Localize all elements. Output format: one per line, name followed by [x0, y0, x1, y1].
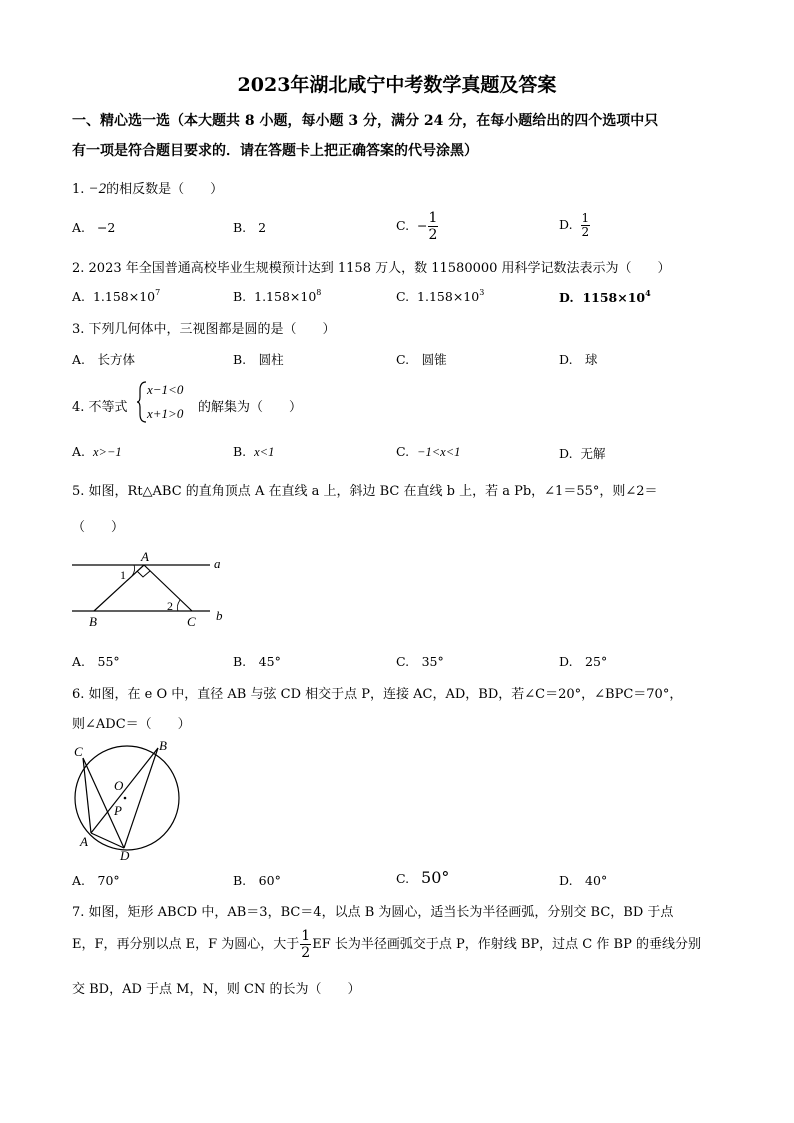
label-B: B [159, 738, 167, 753]
q1-option-c: C. − $\frac{1}{2}$ [396, 210, 438, 243]
label-D: D [120, 848, 130, 863]
q6-option-b: B. 60° [233, 873, 281, 888]
q5-option-c: C. 35° [396, 654, 444, 669]
q4-inequality-1: x−1<0 [147, 382, 184, 397]
section-heading-line2: 有一项是符合题目要求的．请在答题卡上把正确答案的代号涂黑） [72, 143, 478, 159]
section-heading-line1: 一、精心选一选（本大题共 8 小题，每小题 3 分，满分 24 分，在每小题给出的四个选项中只 [72, 113, 659, 129]
label-angle2: 2 [167, 599, 173, 613]
q4-option-d: D. 无解 [559, 446, 606, 461]
label-P: P [114, 803, 122, 818]
label-A: A [141, 549, 149, 564]
label-B: B [89, 614, 97, 629]
segment-AC [83, 758, 91, 833]
q5-option-a: A. 55° [72, 654, 120, 669]
q4-suffix: 的解集为（ ） [198, 400, 303, 415]
q5-option-d: D. 25° [559, 654, 608, 669]
q4-option-a: A. x>−1 [72, 444, 122, 459]
q1-number: 1. [72, 182, 85, 197]
question-1 [72, 178, 223, 198]
q3-option-d: D. 球 [559, 352, 598, 367]
q1-option-b: B. 2 [233, 220, 267, 235]
label-O: O [114, 778, 124, 793]
question-5-line2: （ ） [72, 520, 125, 535]
question-2: 2. 2023 年全国普通高校毕业生规模预计达到 1158 万人，数 11580000 用科学记数法表示为（ ） [72, 261, 671, 276]
question-5-line1: 5. 如图，Rt△ABC 的直角顶点 A 在直线 a 上，斜边 BC 在直线 b 上，若 a Pb，∠1＝55°，则∠2＝ [72, 484, 658, 499]
q1-expression: −2 [88, 181, 107, 197]
q2-option-c: C. $1.158\times 10^3$ [396, 288, 485, 304]
q4-option-c: C. −1<x<1 [396, 444, 461, 459]
question-6-line2: 则∠ADC＝（ ） [72, 717, 191, 732]
q4-option-b: B. x<1 [233, 444, 275, 459]
q2-option-a: A. $1.158\times 10^7$ [72, 288, 161, 304]
q6-option-a: A. 70° [72, 873, 120, 888]
right-angle-mark [137, 571, 150, 577]
q3-option-c: C. 圆锥 [396, 352, 447, 367]
angle2-arc [177, 600, 180, 611]
q1-text: 的相反数是（ ） [106, 182, 224, 197]
label-A: A [80, 834, 88, 849]
q3-option-a: A. 长方体 [72, 352, 136, 367]
q4-prefix: 4. 不等式 [72, 400, 128, 415]
q6-option-c: C. 50° [396, 868, 450, 887]
q2-option-b: B. $1.158\times 10^8$ [233, 288, 322, 304]
q1-option-d: D. $\frac{1}{2}$ [559, 211, 590, 239]
question-6-line1: 6. 如图，在 e O 中，直径 AB 与弦 CD 相交于点 P，连接 AC，AD，BD，若∠C＝20°，∠BPC＝70°， [72, 687, 683, 702]
question-3: 3. 下列几何体中，三视图都是圆的是（ ） [72, 322, 336, 337]
circle-O [75, 746, 179, 850]
q6-figure [66, 736, 186, 864]
label-b: b [216, 608, 223, 623]
page-title: 2023年湖北咸宁中考数学真题及答案 [237, 74, 557, 96]
q5-figure [66, 546, 236, 632]
label-C: C [74, 744, 83, 759]
label-angle1: 1 [120, 568, 126, 582]
question-7-line2: E，F，再分别以点 E，F 为圆心，大于 $\frac{1}{2}$ EF 长为半径画弧交于点 P，作射线 BP，过点 C 作 BP 的垂线分别 [72, 928, 701, 961]
diameter-AB [91, 748, 158, 833]
q4-inequality-2: x+1>0 [147, 406, 184, 421]
q6-option-d: D. 40° [559, 873, 608, 888]
q5-option-b: B. 45° [233, 654, 281, 669]
label-C: C [187, 614, 196, 629]
segment-ab [94, 565, 144, 611]
question-7-line1: 7. 如图，矩形 ABCD 中，AB＝3，BC＝4，以点 B 为圆心，适当长为半径画弧，分别交 BC，BD 于点 [72, 905, 674, 920]
center-dot [124, 797, 127, 800]
q3-option-b: B. 圆柱 [233, 352, 284, 367]
q2-option-d: D. $1158\times 10^4$ [559, 288, 651, 305]
question-7-line3: 交 BD，AD 于点 M，N，则 CN 的长为（ ） [72, 982, 361, 997]
q1-option-a: A. −2 [72, 220, 116, 235]
segment-BD [124, 748, 158, 848]
label-a: a [214, 556, 221, 571]
